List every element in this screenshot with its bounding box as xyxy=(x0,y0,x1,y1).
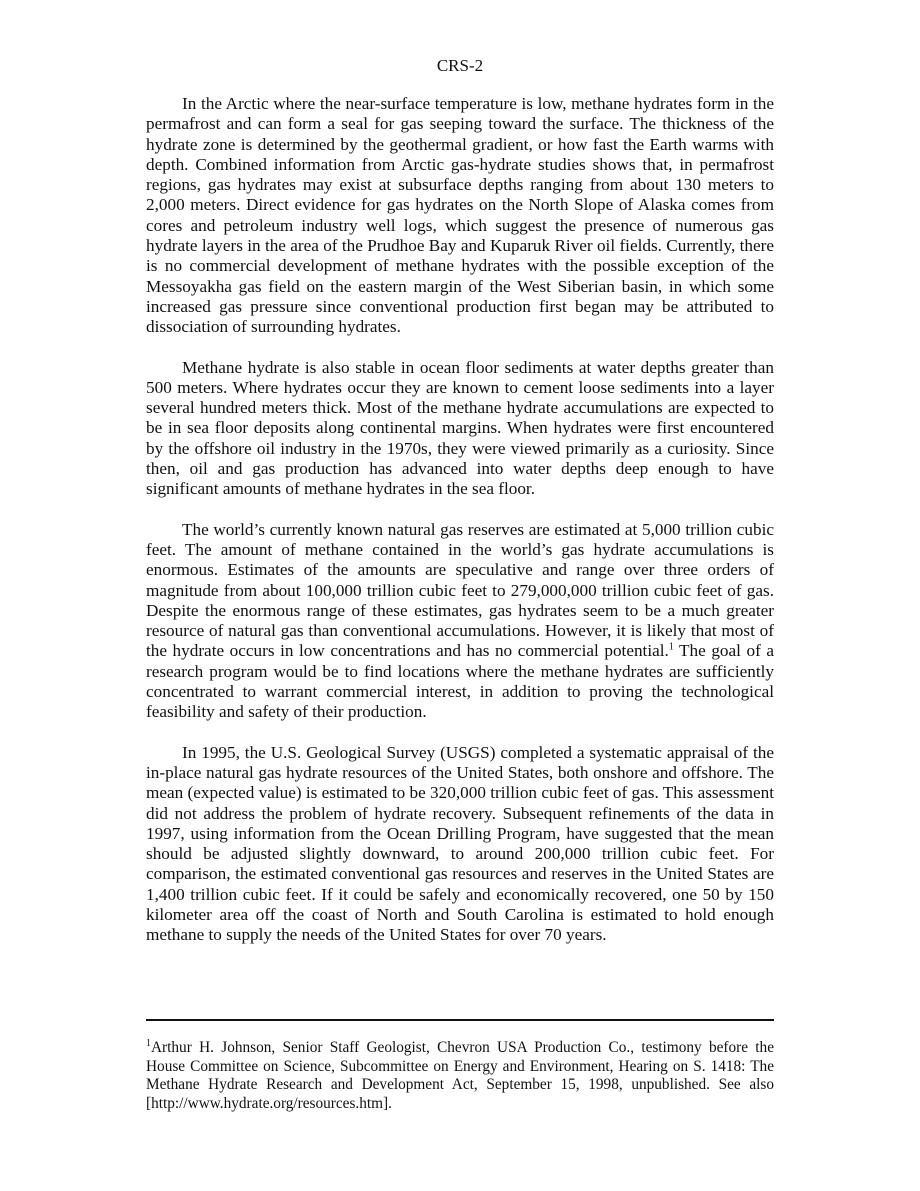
page-header xyxy=(0,55,920,77)
footnote xyxy=(146,1039,774,1113)
paragraph-arctic-hydrates: In the Arctic where the near-surface temperature is low, methane hydrates form in the permafrost and can form a seal for gas seeping toward the surface. The thickness of the hydrate zone is determined by the geothermal gradient, or how fast the Earth warms with depth. Combined information from Arctic gas-hydrate studies shows that, in permafrost regions, gas hydrates may exist at subsurface depths ranging from about 130 meters to 2,000 meters. Direct evidence for gas hydrates on the North Slope of Alaska comes from cores and petroleum industry well logs, which suggest the presence of numerous gas hydrate layers in the area of the Prudhoe Bay and Kuparuk River oil fields. Currently, there is no commercial development of methane hydrates with the possible exception of the Messoyakha gas field on the eastern margin of the West Siberian basin, in which some increased gas pressure since conventional production first began may be attributed to dissociation of surrounding hydrates. xyxy=(146,94,774,337)
footnote-text: Arthur H. Johnson, Senior Staff Geologist, Chevron USA Production Co., testimony before the House Committee on Science, Subcommittee on Energy and Environment, Hearing on S. 1418: The Methane Hydrate Research and Development Act, September 15, 1998, unpublished. See also [http://www.hydrate.org/resources.htm]. xyxy=(146,1039,774,1112)
paragraph-text-part-2: The goal of a research program would be to find locations where the methane hydrates are sufficiently concentrated to warrant commercial interest, in addition to proving the technological feasibility and safety of their production. xyxy=(146,641,774,722)
paragraph-ocean-hydrates: Methane hydrate is also stable in ocean floor sediments at water depths greater than 500 meters. Where hydrates occur they are known to cement loose sediments into a layer several hundred meters thick. Most of the methane hydrate accumulations are expected to be in sea floor deposits along continental margins. When hydrates were first encountered by the offshore oil industry in the 1970s, they were viewed primarily as a curiosity. Since then, oil and gas production has advanced into water depths deep enough to have significant amounts of methane hydrates in the sea floor. xyxy=(146,357,774,499)
document-body xyxy=(146,94,774,966)
page-number-label: CRS-2 xyxy=(436,56,484,75)
footnote-reference-marker: 1 xyxy=(668,641,674,653)
footnote-divider xyxy=(146,1019,774,1021)
footnote-marker: 1 xyxy=(146,1037,151,1049)
paragraph-usgs-appraisal: In 1995, the U.S. Geological Survey (USGS) completed a systematic appraisal of the in-place natural gas hydrate resources of the United States, both onshore and offshore. The mean (expected value) is estimated to be 320,000 trillion cubic feet of gas. This assessment did not address the problem of hydrate recovery. Subsequent refinements of the data in 1997, using information from the Ocean Drilling Program, have suggested that the mean should be adjusted slightly downward, to around 200,000 trillion cubic feet. For comparison, the estimated conventional gas resources and reserves in the United States are 1,400 trillion cubic feet. If it could be safely and economically recovered, one 50 by 150 kilometer area off the coast of North and South Carolina is estimated to hold enough methane to supply the needs of the United States for over 70 years. xyxy=(146,742,774,945)
paragraph-world-reserves xyxy=(146,520,774,723)
paragraph-text-part-1: The world’s currently known natural gas reserves are estimated at 5,000 trillion cubic feet. The amount of methane contained in the world’s gas hydrate accumulations is enormous. Estimates of the amounts are speculative and range over three orders of magnitude from about 100,000 trillion cubic feet to 279,000,000 trillion cubic feet of gas. Despite the enormous range of these estimates, gas hydrates seem to be a much greater resource of natural gas than conventional accumulations. However, it is likely that most of the hydrate occurs in low concentrations and has no commercial potential. xyxy=(146,519,774,661)
